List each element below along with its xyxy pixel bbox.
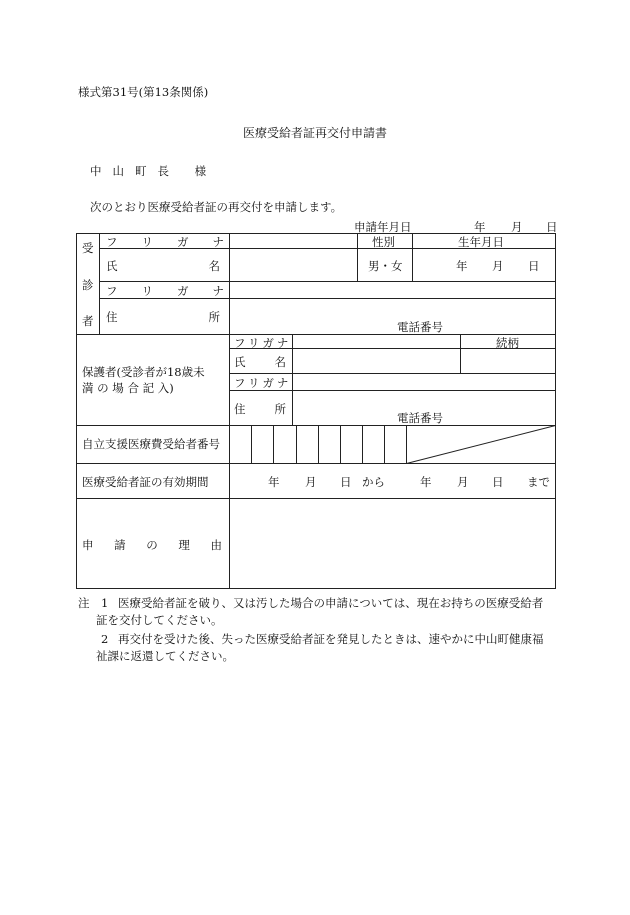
guardian-address-label: 住 所 — [234, 402, 286, 416]
note-1-number: 1 — [101, 596, 109, 610]
note-2-line1: 再交付を受けた後、失った医療受給者証を発見したときは、速やかに中山町健康福 — [118, 632, 544, 646]
validity-from-label: から — [362, 475, 385, 489]
guardian-phone-label: 電話番号 — [397, 411, 443, 425]
birthdate-label: 生年月日 — [458, 235, 504, 249]
guardian-label-line2: 満 の 場 合 記 入) — [82, 381, 174, 395]
validity-from-year: 年 — [268, 475, 280, 489]
recipient-side-label-1: 受 — [82, 241, 94, 255]
birthdate-month: 月 — [492, 259, 504, 273]
notes-prefix: 注 — [78, 596, 90, 610]
guardian-label-line1: 保護者(受診者が18歳未 — [82, 365, 205, 379]
recipient-side-label-2: 診 — [82, 278, 94, 292]
note-2-number: 2 — [101, 632, 109, 646]
gender-label: 性別 — [372, 235, 395, 249]
recipient-furigana-label: フ リ ガ ナ — [106, 235, 224, 249]
validity-from-day: 日 — [340, 475, 352, 489]
validity-until-month: 月 — [457, 475, 469, 489]
application-date-year: 年 — [474, 220, 486, 234]
guardian-furigana-label: フリガナ — [234, 336, 292, 350]
gender-options[interactable]: 男・女 — [368, 259, 403, 273]
recipient-address-label: 住 所 — [106, 310, 220, 324]
form-number: 様式第31号(第13条関係) — [78, 85, 209, 99]
birthdate-year: 年 — [456, 259, 468, 273]
recipient-furigana-label-2: フ リ ガ ナ — [106, 284, 224, 298]
reason-label: 申 請 の 理 由 — [82, 538, 222, 552]
validity-until-day: 日 — [492, 475, 504, 489]
application-date-label: 申請年月日 — [354, 220, 412, 234]
note-2-line2: 祉課に返還してください。 — [96, 649, 234, 663]
guardian-furigana-label-2: フリガナ — [234, 376, 292, 390]
validity-from-month: 月 — [305, 475, 317, 489]
recipient-furigana-field[interactable] — [229, 234, 357, 248]
note-1-line2: 証を交付してください。 — [96, 613, 223, 627]
guardian-name-label: 氏 名 — [234, 355, 286, 369]
validity-until-year: 年 — [420, 475, 432, 489]
application-date-day: 日 — [546, 220, 558, 234]
recipient-phone-label: 電話番号 — [397, 320, 443, 334]
support-number-label: 自立支援医療費受給者番号 — [82, 437, 220, 451]
guardian-relationship-label: 続柄 — [496, 336, 519, 350]
birthdate-day: 日 — [528, 259, 540, 273]
recipient-side-label-3: 者 — [82, 314, 94, 328]
validity-until-label: まで — [527, 475, 550, 489]
note-1-line1: 医療受給者証を破り、又は汚した場合の申請については、現在お持ちの医療受給者 — [118, 596, 544, 610]
application-date-month: 月 — [511, 220, 523, 234]
intro-text: 次のとおり医療受給者証の再交付を申請します。 — [90, 200, 343, 214]
validity-label: 医療受給者証の有効期間 — [82, 475, 209, 489]
recipient-name-field[interactable] — [229, 249, 357, 281]
reason-field[interactable] — [230, 499, 555, 588]
page-title: 医療受給者証再交付申請書 — [242, 126, 387, 140]
addressee: 中山町長 様 — [90, 164, 218, 178]
recipient-name-label: 氏 名 — [106, 259, 220, 273]
